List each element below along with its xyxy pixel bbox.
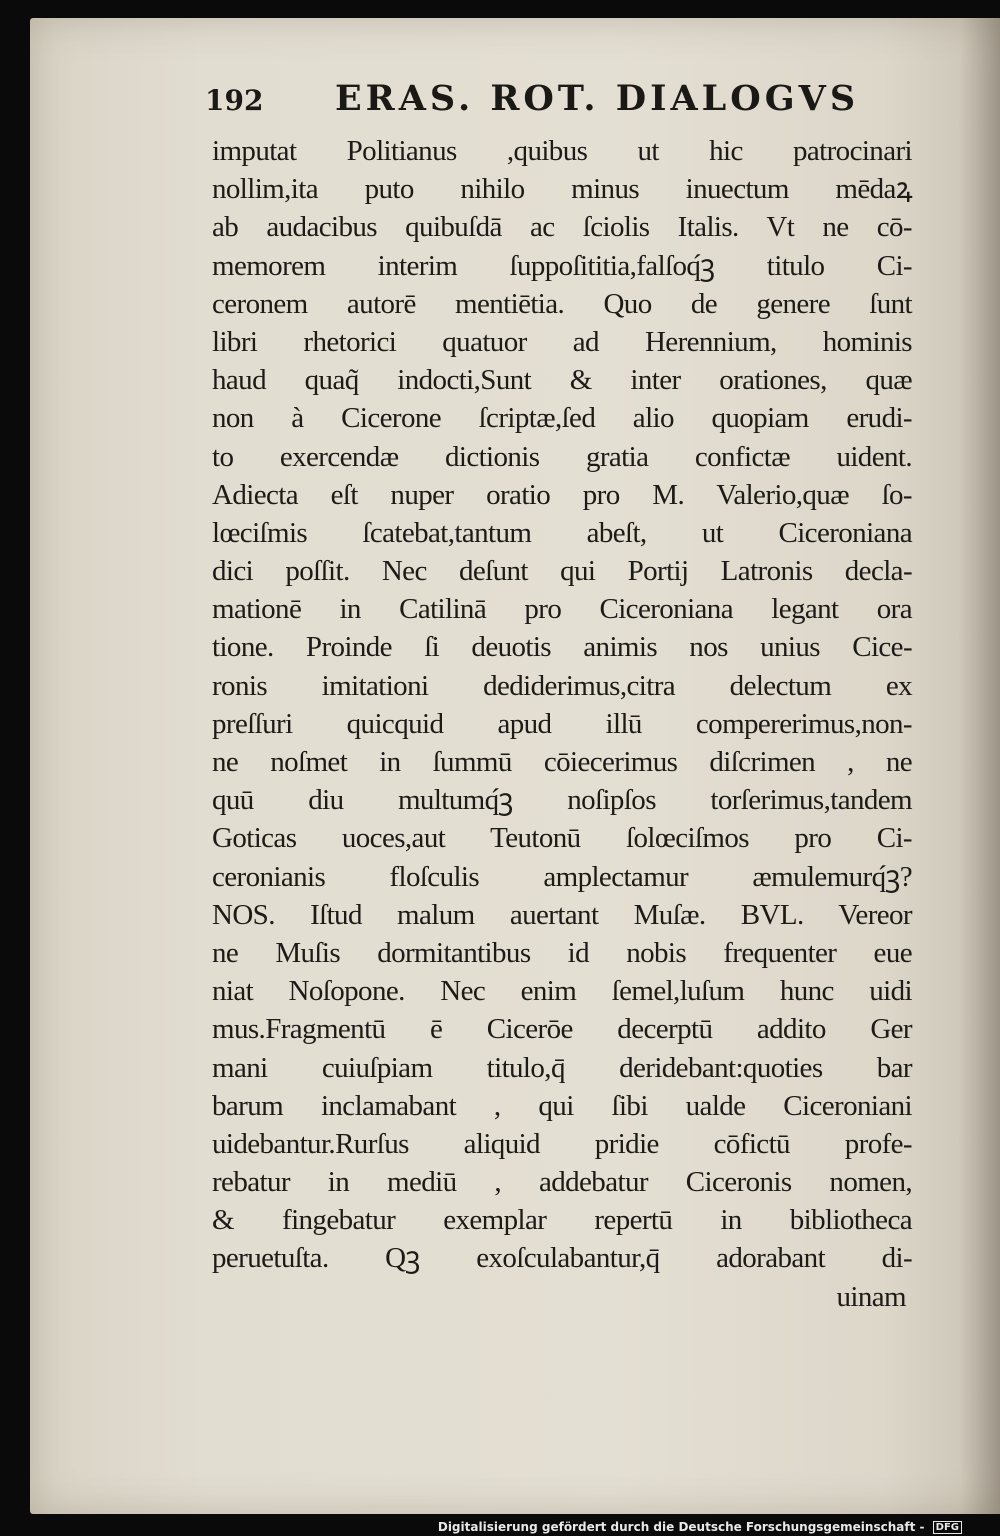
text-line: ceronianis floſculis amplectamur æmulemurq́ꝫ? xyxy=(212,860,912,893)
running-head xyxy=(205,78,905,128)
text-line: uidebantur.Rurſus aliquid pridie cōfictū profe- xyxy=(212,1127,912,1160)
text-line: lœciſmis ſcatebat,tantum abeſt, ut Ciceroniana xyxy=(212,516,912,549)
text-line: mus.Fragmentū ē Cicerōe decerptū addito Ger xyxy=(212,1013,912,1046)
credit-text: Digitalisierung gefördert durch die Deutsche Forschungsgemeinschaft - xyxy=(437,1520,925,1534)
text-line: haud quaq̃ indocti,Sunt & inter orationes, quæ xyxy=(212,364,912,397)
text-line: niat Noſopone. Nec enim ſemel,luſum hunc uidi xyxy=(212,975,912,1008)
digitization-credit xyxy=(438,1520,962,1534)
text-line: NOS. Iſtud malum auertant Muſæ. BVL. Vereor xyxy=(212,898,912,931)
text-line: ceronem autorē mentiētia. Quo de genere ſunt xyxy=(212,287,912,320)
text-line: tione. Proinde ſi deuotis animis nos unius Cice- xyxy=(212,631,912,664)
text-line: dici poſſit. Nec deſunt qui Portij Latronis decla- xyxy=(212,555,912,588)
text-line: nollim,ita puto nihilo minus inuectum mēdaꝝ xyxy=(212,173,912,206)
text-line: mationē in Catilinā pro Ciceroniana legant ora xyxy=(212,593,912,626)
text-line: Adiecta eſt nuper oratio pro M. Valerio,quæ ſo- xyxy=(212,478,912,511)
text-line: imputat Politianus ,quibus ut hic patrocinari xyxy=(212,135,912,167)
text-line: libri rhetorici quatuor ad Herennium, hominis xyxy=(212,325,912,358)
text-line: non à Cicerone ſcriptæ,ſed alio quopiam erudi- xyxy=(212,402,912,435)
text-line: ne Muſis dormitantibus id nobis frequenter eue xyxy=(212,936,912,969)
text-line: mani cuiuſpiam titulo,q̄ deridebant:quoties bar xyxy=(212,1051,912,1084)
text-line: ronis imitationi dediderimus,citra delectum ex xyxy=(212,669,912,702)
body-text xyxy=(212,132,912,1316)
text-line: rebatur in mediū , addebatur Ciceronis nomen, xyxy=(212,1166,912,1199)
text-line: quū diu multumq́ꝫ noſipſos torſerimus,tandem xyxy=(212,784,912,817)
text-line: ab audacibus quibuſdā ac ſciolis Italis. Vt ne cō- xyxy=(212,211,912,244)
page-number: 192 xyxy=(205,84,264,117)
text-line: & fingebatur exemplar repertū in bibliotheca xyxy=(212,1204,912,1237)
text-line: ne noſmet in ſummū cōiecerimus diſcrimen , ne xyxy=(212,746,912,778)
text-line: memorem interim ſuppoſititia,falſoq́ꝫ titulo Ci- xyxy=(212,249,912,282)
text-line: barum inclamabant , qui ſibi ualde Ciceroniani xyxy=(212,1089,912,1122)
catchword: uinam xyxy=(836,1280,906,1313)
dfg-logo: DFG xyxy=(933,1521,962,1534)
text-line: to exercendæ dictionis gratia confictæ uident. xyxy=(212,440,912,473)
text-line: Goticas uoces,aut Teutonū ſolœciſmos pro Ci- xyxy=(212,822,912,855)
header-title: ERAS. ROT. DIALOGVS xyxy=(335,78,860,119)
text-line: preſſuri quicquid apud illū compererimus,non- xyxy=(212,707,912,740)
text-line: peruetuſta. Qꝫ exoſculabantur,q̄ adorabant di- xyxy=(212,1242,912,1275)
